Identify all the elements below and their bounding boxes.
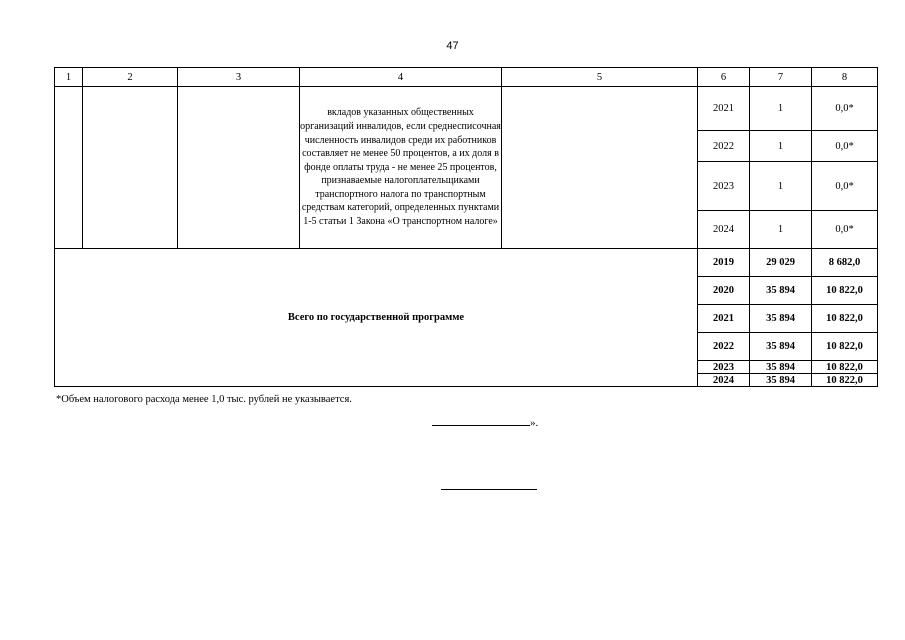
column-header: 3 (178, 68, 300, 87)
count-cell: 1 (750, 131, 812, 162)
year-cell: 2023 (698, 361, 750, 374)
count-cell: 29 029 (750, 249, 812, 277)
year-cell: 2023 (698, 162, 750, 211)
footnote: *Объем налогового расхода менее 1,0 тыс. рублей не указывается. (56, 394, 352, 405)
column-header: 4 (300, 68, 502, 87)
amount-cell: 10 822,0 (812, 361, 878, 374)
tax-expenditure-table (54, 67, 878, 387)
page-number: 47 (446, 40, 459, 52)
year-cell: 2024 (698, 211, 750, 249)
empty-cell (83, 87, 178, 249)
year-cell: 2019 (698, 249, 750, 277)
year-cell: 2021 (698, 87, 750, 131)
column-header: 5 (502, 68, 698, 87)
amount-cell: 10 822,0 (812, 333, 878, 361)
amount-cell: 0,0* (812, 131, 878, 162)
count-cell: 1 (750, 87, 812, 131)
column-header: 2 (83, 68, 178, 87)
count-cell: 1 (750, 162, 812, 211)
count-cell: 35 894 (750, 333, 812, 361)
year-cell: 2024 (698, 374, 750, 387)
amount-cell: 0,0* (812, 211, 878, 249)
amount-cell: 10 822,0 (812, 374, 878, 387)
amount-cell: 10 822,0 (812, 277, 878, 305)
column-header: 8 (812, 68, 878, 87)
year-cell: 2022 (698, 333, 750, 361)
separator-line (441, 489, 537, 490)
amount-cell: 10 822,0 (812, 305, 878, 333)
year-cell: 2022 (698, 131, 750, 162)
count-cell: 35 894 (750, 305, 812, 333)
year-cell: 2021 (698, 305, 750, 333)
column-header: 7 (750, 68, 812, 87)
closing-quote: ». (530, 417, 539, 429)
program-total-label: Всего по государственной программе (55, 249, 698, 387)
count-cell: 35 894 (750, 361, 812, 374)
year-cell: 2020 (698, 277, 750, 305)
empty-cell (502, 87, 698, 249)
column-header: 1 (55, 68, 83, 87)
amount-cell: 8 682,0 (812, 249, 878, 277)
header-row (55, 68, 878, 87)
count-cell: 35 894 (750, 374, 812, 387)
amount-cell: 0,0* (812, 162, 878, 211)
taxpayer-category-description: вкладов указанных общественных организаций инвалидов, если среднесписочная численность инвалидов среди их работников составляет не менее 50 процентов, а их доля в фонде оплаты труда - не менее 25 процентов, признаваемые налогоплательщиками транспортного налога по транспортным средствам категорий, определенных пунктами 1-5 статьи 1 Закона «О транспортном налоге» (300, 87, 502, 249)
count-cell: 1 (750, 211, 812, 249)
total-row (55, 249, 878, 277)
closing-line (432, 414, 538, 429)
empty-cell (55, 87, 83, 249)
column-header: 6 (698, 68, 750, 87)
amount-cell: 0,0* (812, 87, 878, 131)
underline-rule (432, 414, 530, 426)
count-cell: 35 894 (750, 277, 812, 305)
table-row (55, 87, 878, 131)
empty-cell (178, 87, 300, 249)
